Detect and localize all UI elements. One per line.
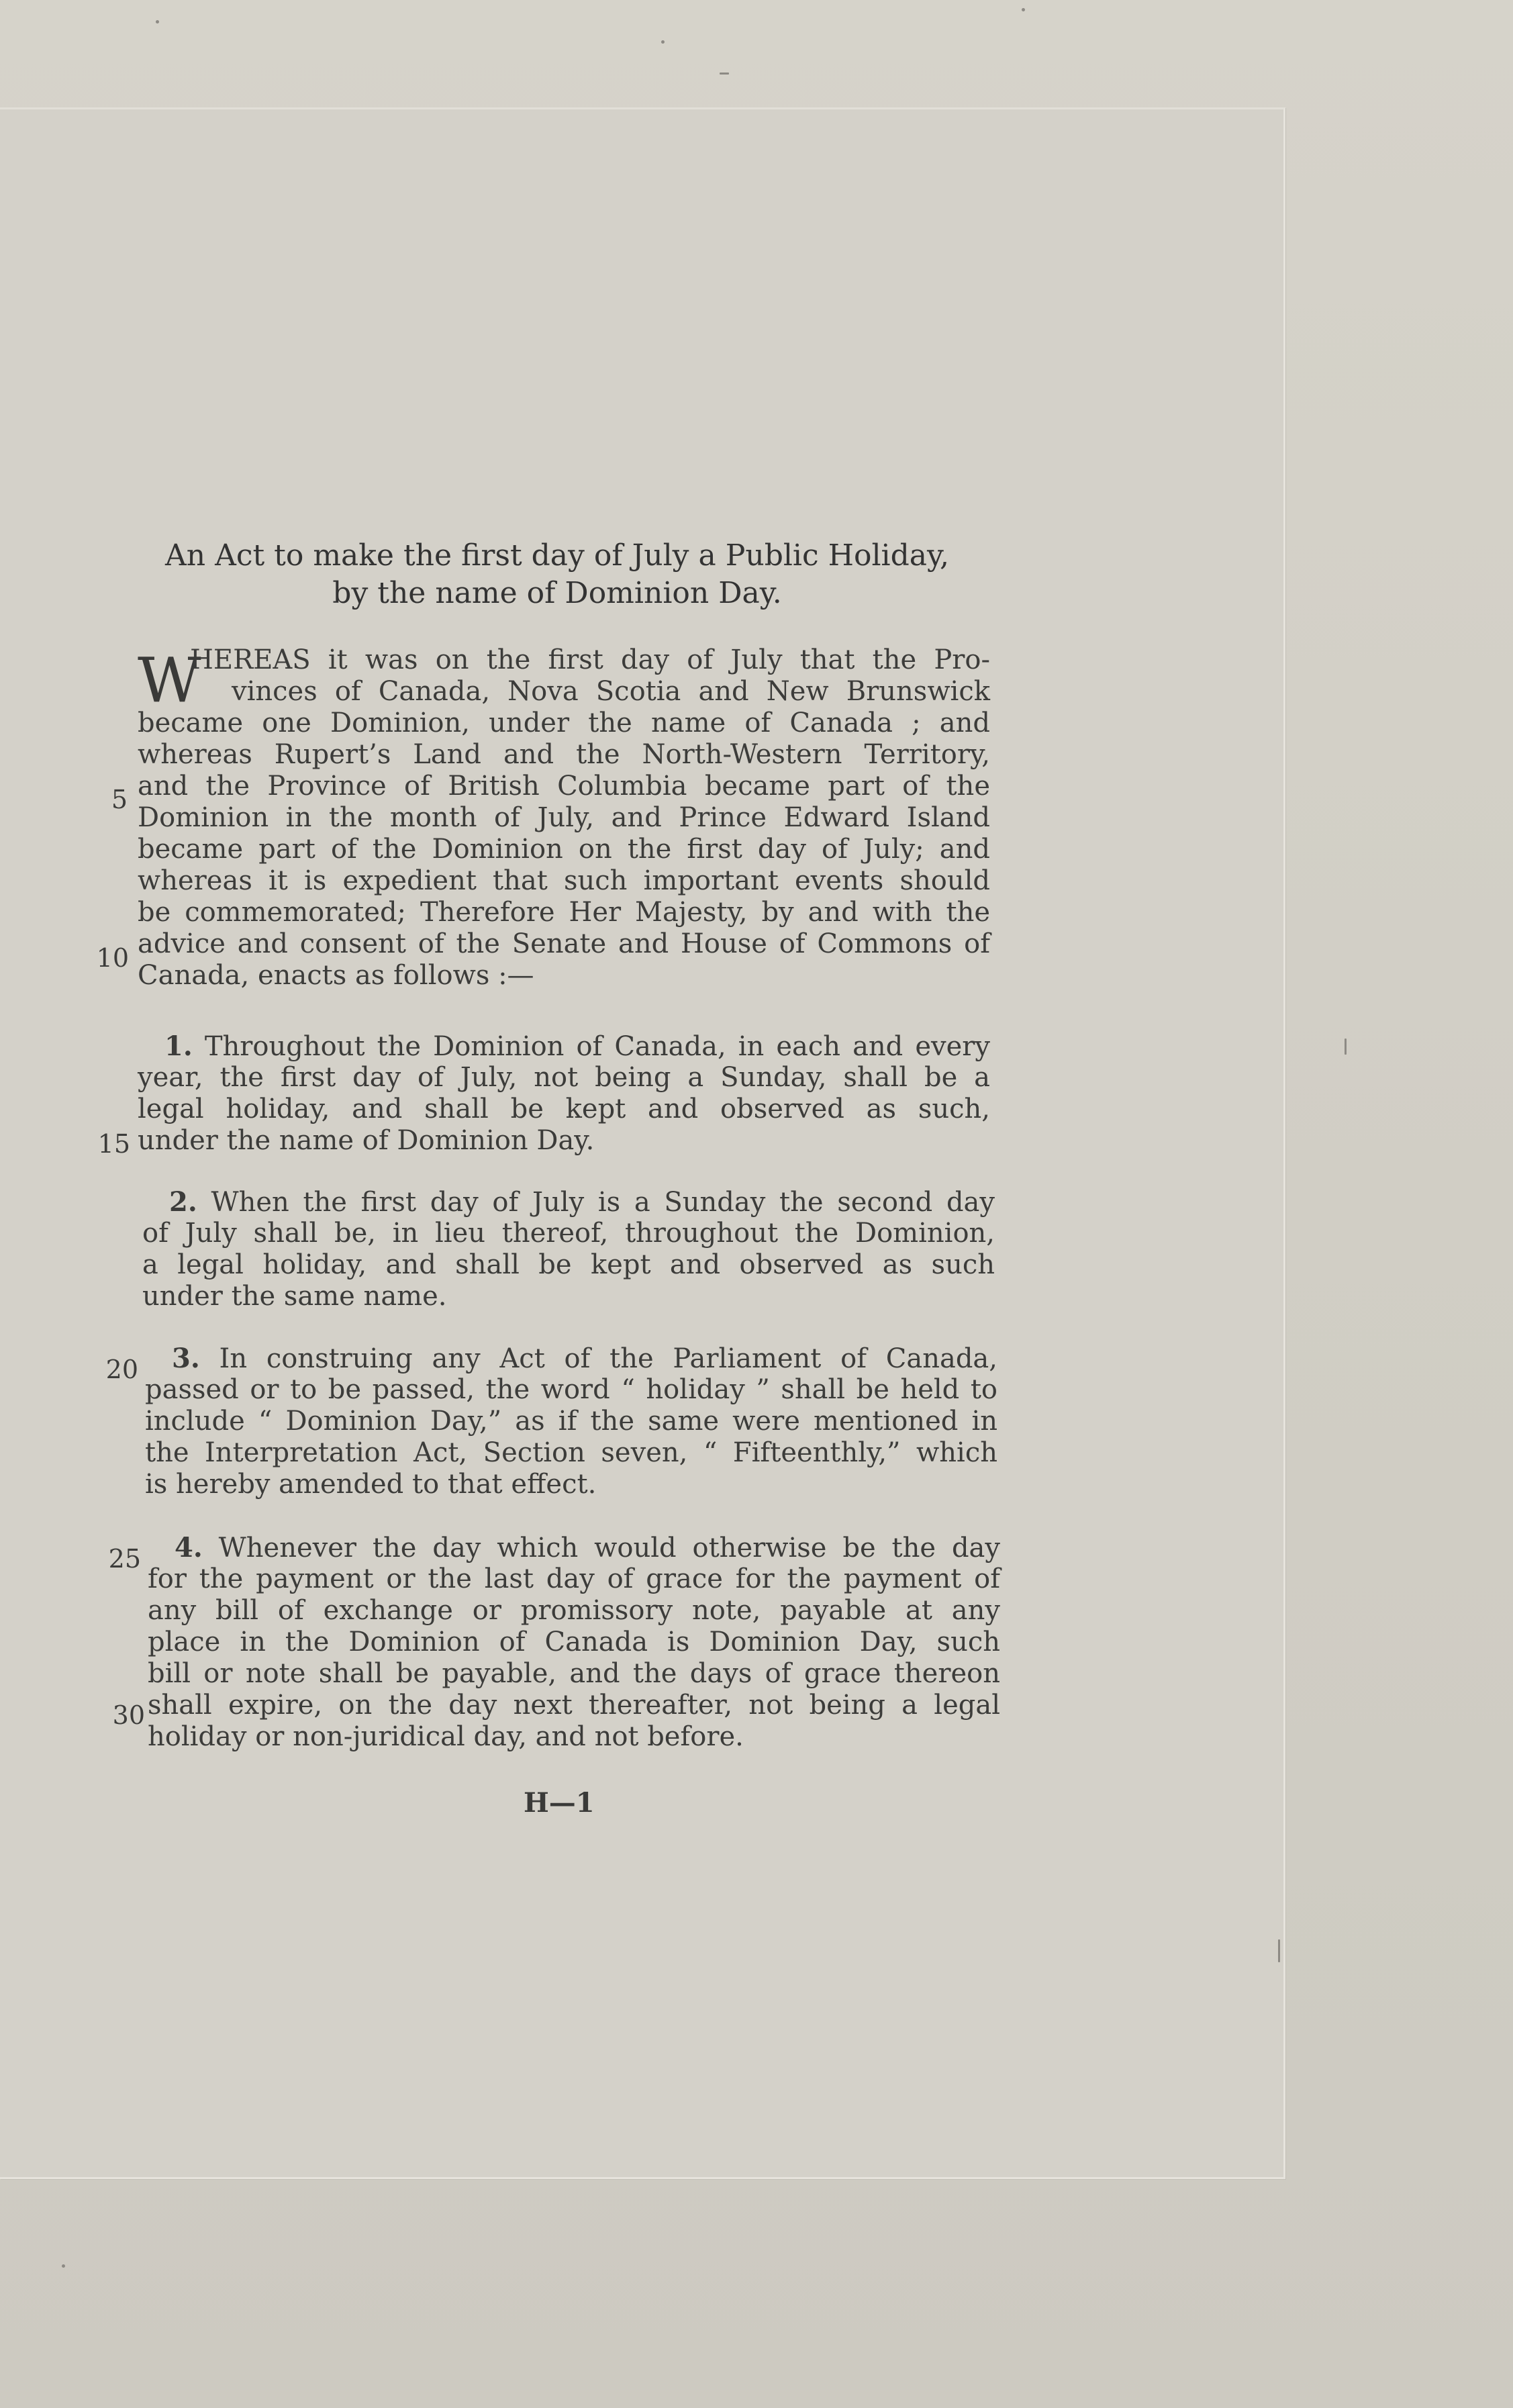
section-line: bill or note shall be payable, and the days of grace thereon xyxy=(148,1658,1000,1689)
section-line xyxy=(142,1186,995,1218)
section-line: place in the Dominion of Canada is Dominion Day, such xyxy=(148,1627,1000,1657)
preamble-line: HEREAS it was on the first day of July that the Pro- xyxy=(190,644,990,675)
section-line: passed or to be passed, the word “ holiday ” shall be held to xyxy=(145,1374,997,1405)
margin-line-number: 5 xyxy=(111,785,128,814)
preamble-line: vinces of Canada, Nova Scotia and New Brunswick xyxy=(232,676,990,707)
paper-speck xyxy=(720,73,729,75)
preamble-line: and the Province of British Columbia became part of the xyxy=(138,771,990,802)
section-line: is hereby amended to that effect. xyxy=(145,1469,597,1500)
preamble-line: Canada, enacts as follows :— xyxy=(138,960,534,991)
paper-speck xyxy=(1022,8,1025,11)
section-line: holiday or non-juridical day, and not before. xyxy=(148,1721,744,1752)
section-line: a legal holiday, and shall be kept and observed as such xyxy=(142,1249,995,1280)
section-line: include “ Dominion Day,” as if the same were mentioned in xyxy=(145,1406,997,1437)
dropcap-letter: W xyxy=(138,644,201,716)
section-line: under the same name. xyxy=(142,1281,447,1312)
margin-line-number: 30 xyxy=(112,1700,145,1730)
act-title-line-2: by the name of Dominion Day. xyxy=(332,576,782,610)
section-line: year, the first day of July, not being a Sunday, shall be a xyxy=(138,1062,990,1093)
section-text: In construing any Act of the Parliament of Canada, xyxy=(219,1343,997,1374)
section-line: any bill of exchange or promissory note, payable at any xyxy=(148,1595,1000,1626)
margin-line-number: 20 xyxy=(105,1355,138,1384)
section-line xyxy=(138,1030,990,1062)
paper-speck xyxy=(1278,1939,1280,1962)
paper-speck xyxy=(156,20,159,23)
section-line: under the name of Dominion Day. xyxy=(138,1125,595,1156)
section-text: Throughout the Dominion of Canada, in each and every xyxy=(204,1031,990,1062)
act-title-line-1: An Act to make the first day of July a Public Holiday, xyxy=(164,538,950,573)
margin-line-number: 10 xyxy=(96,943,129,973)
preamble-line: whereas Rupert’s Land and the North-Western Territory, xyxy=(138,739,990,770)
preamble-line: advice and consent of the Senate and House of Commons of xyxy=(138,928,990,959)
margin-line-number: 25 xyxy=(108,1544,141,1574)
section-1 xyxy=(138,1030,990,1157)
paper-speck xyxy=(1345,1039,1347,1055)
section-line: for the payment or the last day of grace for the payment of xyxy=(148,1563,1000,1594)
section-line xyxy=(148,1532,1000,1563)
section-2 xyxy=(142,1186,995,1312)
section-line: the Interpretation Act, Section seven, “ Fifteenthly,” which xyxy=(145,1437,997,1468)
paper-speck xyxy=(62,2264,65,2268)
section-4 xyxy=(148,1532,1000,1753)
section-number: 4. xyxy=(175,1532,203,1563)
preamble-line: became one Dominion, under the name of Canada ; and xyxy=(138,708,990,738)
paper-speck xyxy=(661,40,665,44)
section-number: 2. xyxy=(169,1186,197,1218)
section-line: of July shall be, in lieu thereof, throughout the Dominion, xyxy=(142,1218,995,1249)
preamble xyxy=(138,644,990,992)
section-line: legal holiday, and shall be kept and observed as such, xyxy=(138,1094,990,1124)
preamble-line: be commemorated; Therefore Her Majesty, by and with the xyxy=(138,897,990,928)
section-3 xyxy=(145,1343,997,1500)
preamble-line: became part of the Dominion on the first day of July; and xyxy=(138,834,990,865)
margin-line-number: 15 xyxy=(97,1129,130,1159)
section-number: 3. xyxy=(172,1343,200,1374)
preamble-line: Dominion in the month of July, and Prince Edward Island xyxy=(138,802,990,833)
section-line xyxy=(145,1343,997,1374)
preamble-line: whereas it is expedient that such important events should xyxy=(138,865,990,896)
section-text: Whenever the day which would otherwise be the day xyxy=(218,1533,1000,1563)
bill-number: H—1 xyxy=(524,1787,595,1819)
section-text: When the first day of July is a Sunday the second day xyxy=(211,1187,995,1218)
section-number: 1. xyxy=(164,1030,193,1062)
act-title xyxy=(114,537,1000,612)
section-line: shall expire, on the day next thereafter, not being a legal xyxy=(148,1690,1000,1721)
